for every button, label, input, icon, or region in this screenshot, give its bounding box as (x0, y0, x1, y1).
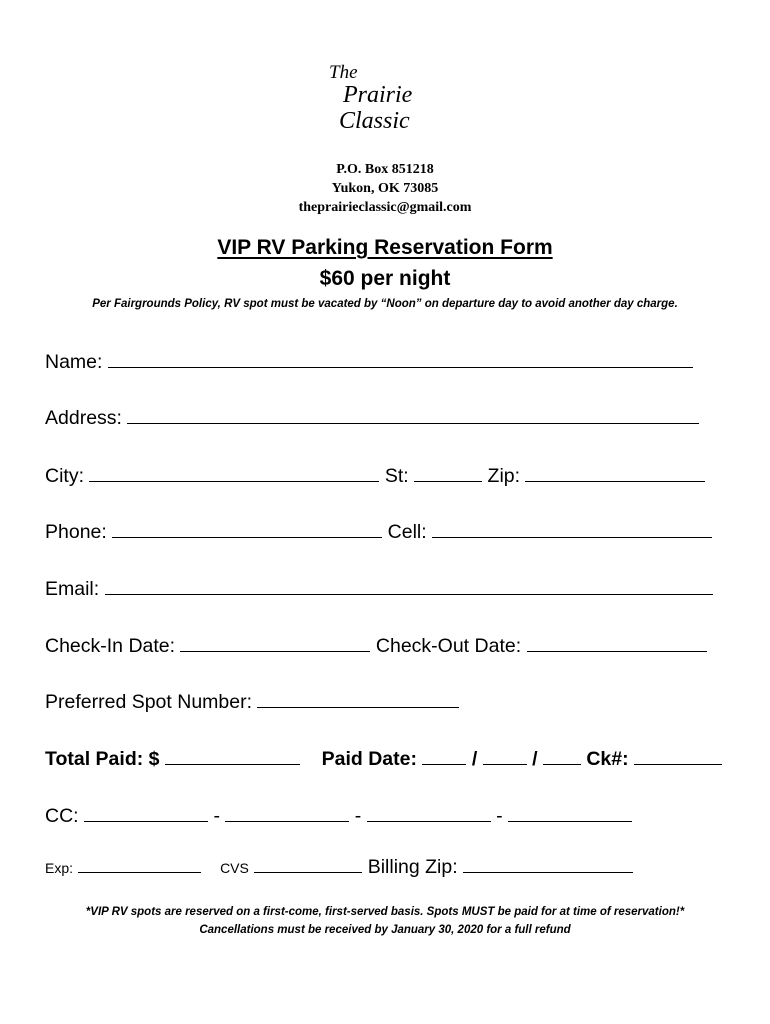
date-separator-2: / (532, 748, 538, 770)
spot-row (45, 690, 459, 714)
total-paid-field[interactable] (165, 747, 300, 765)
phone-row (45, 520, 712, 544)
check-number-label: Ck#: (586, 748, 629, 770)
logo-the-text: The (329, 62, 358, 83)
address-label: Address: (45, 407, 122, 429)
cc-field-2[interactable] (225, 804, 349, 822)
cc-label: CC: (45, 805, 79, 827)
prairie-classic-logo (325, 58, 455, 136)
billing-zip-label: Billing Zip: (367, 856, 458, 878)
zip-field[interactable] (525, 464, 705, 482)
spot-label: Preferred Spot Number: (45, 691, 253, 713)
check-in-field[interactable] (180, 634, 370, 652)
zip-label: Zip: (487, 465, 521, 487)
exp-label: Exp: (45, 860, 74, 876)
cell-label: Cell: (387, 521, 427, 543)
spot-field[interactable] (257, 690, 459, 708)
paid-date-label: Paid Date: (321, 748, 417, 770)
footer-note-cancellation: Cancellations must be received by January 30, 2020 for a full refund (199, 924, 571, 936)
city-row (45, 464, 705, 488)
check-in-label: Check-In Date: (45, 635, 176, 657)
name-field[interactable] (108, 350, 693, 368)
state-label: St: (384, 465, 409, 487)
contact-email: theprairieclassic@gmail.com (298, 200, 472, 215)
date-separator-1: / (471, 748, 478, 770)
check-number-field[interactable] (634, 747, 722, 765)
cc-field-1[interactable] (84, 804, 208, 822)
fairgrounds-policy: Per Fairgrounds Policy, RV spot must be vacated by “Noon” on departure day to avoid another day charge. (92, 298, 678, 310)
cc-dash-3: - (496, 805, 503, 827)
email-field[interactable] (105, 577, 713, 595)
phone-field[interactable] (112, 520, 382, 538)
check-out-label: Check-Out Date: (375, 635, 522, 657)
phone-label: Phone: (45, 521, 107, 543)
cc-field-3[interactable] (367, 804, 491, 822)
card-details-row (45, 855, 633, 879)
paid-date-month-field[interactable] (422, 747, 466, 765)
total-paid-label: Total Paid: $ (45, 748, 160, 770)
state-field[interactable] (414, 464, 482, 482)
credit-card-row (45, 804, 632, 828)
billing-zip-field[interactable] (463, 855, 633, 873)
paid-date-day-field[interactable] (483, 747, 527, 765)
cc-dash-1: - (213, 805, 220, 827)
name-label: Name: (45, 351, 103, 373)
cvs-field[interactable] (254, 855, 362, 873)
price-per-night: $60 per night (319, 267, 451, 290)
dates-row (45, 634, 707, 658)
cc-field-4[interactable] (508, 804, 632, 822)
form-title: VIP RV Parking Reservation Form (217, 236, 553, 259)
footer-note-reservation: *VIP RV spots are reserved on a first-come, first-served basis. Spots MUST be paid for at time of reservation!* (85, 906, 685, 918)
logo-classic-text: Classic (339, 108, 410, 134)
address-field[interactable] (127, 406, 699, 424)
logo-prairie-text: Prairie (343, 82, 413, 108)
email-label: Email: (45, 578, 100, 600)
city-label: City: (45, 465, 84, 487)
city-field[interactable] (89, 464, 379, 482)
email-row (45, 577, 713, 601)
cell-field[interactable] (432, 520, 712, 538)
address-row (45, 406, 699, 430)
city-state-zip: Yukon, OK 73085 (331, 181, 439, 196)
exp-field[interactable] (78, 855, 201, 873)
name-row (45, 350, 693, 374)
check-out-field[interactable] (527, 634, 707, 652)
payment-row (45, 747, 722, 771)
po-box: P.O. Box 851218 (336, 162, 434, 177)
cvs-label: CVS (220, 860, 249, 876)
cc-dash-2: - (354, 805, 362, 827)
paid-date-year-field[interactable] (543, 747, 581, 765)
